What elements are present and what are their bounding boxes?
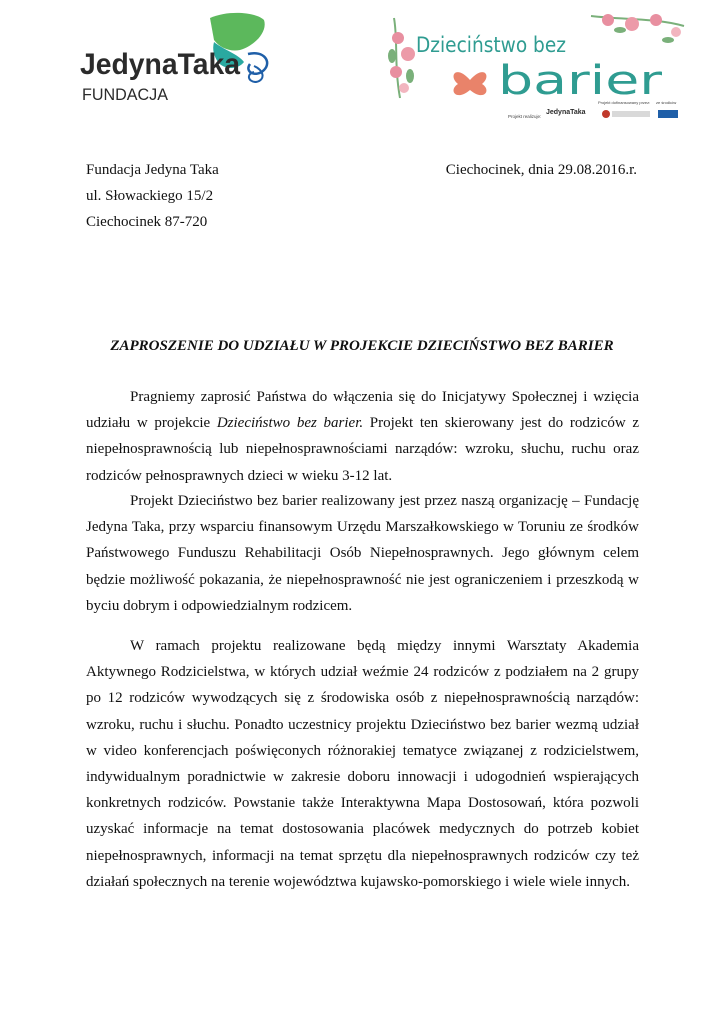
butterfly-swirl xyxy=(248,53,267,74)
paragraph-1 xyxy=(86,384,639,489)
banner-title-line1: Dzieciństwo bez xyxy=(416,33,566,57)
logo-wordmark: JedynaTaka xyxy=(80,48,241,81)
paragraph-1-text-a: Pragniemy zaprosić Państwa do włączenia się do Inicjatywy Społecznej i wzięcia udziału w projekcie xyxy=(86,389,639,432)
project-banner xyxy=(386,10,688,125)
leaf-left-2 xyxy=(406,69,414,83)
flower-left-2 xyxy=(401,47,415,61)
footer-partner-logo: JedynaTaka xyxy=(546,109,586,116)
sender-name: Fundacja Jedyna Taka xyxy=(86,162,219,178)
leaf-left-1 xyxy=(388,49,396,63)
flower-right-4 xyxy=(671,27,681,37)
butterfly-wing-green xyxy=(210,13,265,51)
leaf-right-1 xyxy=(614,27,626,33)
place-date: Ciechocinek, dnia 29.08.2016.r. xyxy=(445,162,637,178)
leaf-right-2 xyxy=(662,37,674,43)
footer-realizacja: Projekt realizuje: xyxy=(508,114,542,119)
project-name: Dzieciństwo bez barier. xyxy=(216,415,364,432)
letter-title: ZAPROSZENIE DO UDZIAŁU W PROJEKCIE DZIECIŃSTWO BEZ BARIER xyxy=(110,338,614,354)
flower-left-1 xyxy=(392,32,404,44)
flower-right-3 xyxy=(650,14,662,26)
footer-srodkow: ze środków xyxy=(656,100,677,105)
flower-left-3 xyxy=(390,66,402,78)
voivodeship-label xyxy=(612,111,650,117)
logo-subtitle: FUNDACJA xyxy=(82,85,169,104)
flower-right-1 xyxy=(602,14,614,26)
paragraph-1-text-b: Projekt ten skierowany jest do rodziców z niepełnosprawnością lub niepełnosprawnościami narządów: wzroku, słuchu, ruchu oraz rodziców pełnosprawnych dzieci w wieku 3-12 lat. xyxy=(86,415,639,484)
footer-dofinansowany: Projekt dofinansowany przez: xyxy=(598,100,651,105)
sender-street: ul. Słowackiego 15/2 xyxy=(86,188,214,204)
voivodeship-crest-icon xyxy=(602,110,610,118)
sender-city: Ciechocinek 87-720 xyxy=(86,214,208,230)
paragraph-3: W ramach projektu realizowane będą między innymi Warsztaty Akademia Aktywnego Rodzicielstwa, w których udział weźmie 24 rodziców z podziałem na 2 grupy po 12 rodziców wywodzących się z środowiska osób z niepełnosprawnością narządów: wzroku, ruchu i słuchu. Ponadto uczestnicy projektu Dzieciństwo bez barier wezmą udział w video konferencjach poświęconych różnorakiej tematyce związanej z rodzicielstwem, indywidualnym poradnictwie w zakresie doboru innowacji i udogodnień wspierających konkretnych rodziców. Powstanie także Interaktywna Mapa Dostosowań, która pozwoli uzyskać informacje na temat dostosowania placówek medycznych do potrzeb kobiet niepełnosprawnych, informacji na temat sprzętu dla niepełnosprawnych rodziców czy też działań społecznych na terenie województwa kujawsko-pomorskiego i wiele wiele innych. xyxy=(86,638,639,890)
jedynataka-logo xyxy=(78,10,278,106)
flower-right-2 xyxy=(625,17,639,31)
flower-left-4 xyxy=(399,83,409,93)
banner-title-line2: barier xyxy=(498,58,663,104)
butterfly-icon xyxy=(454,72,487,95)
paragraph-2: Projekt Dzieciństwo bez barier realizowany jest przez naszą organizację – Fundację Jedyna Taka, przy wsparciu finansowym Urzędu Marszałkowskiego w Toruniu ze środków Państwowego Funduszu Rehabilitacji Osób Niepełnosprawnych. Jego głównym celem będzie możliwość pokazania, że niepełnosprawność nie jest ograniczeniem i przeszkodą w byciu dobrym i odpowiedzialnym rodzicem. xyxy=(86,493,639,614)
pfron-logo-icon xyxy=(658,110,678,118)
